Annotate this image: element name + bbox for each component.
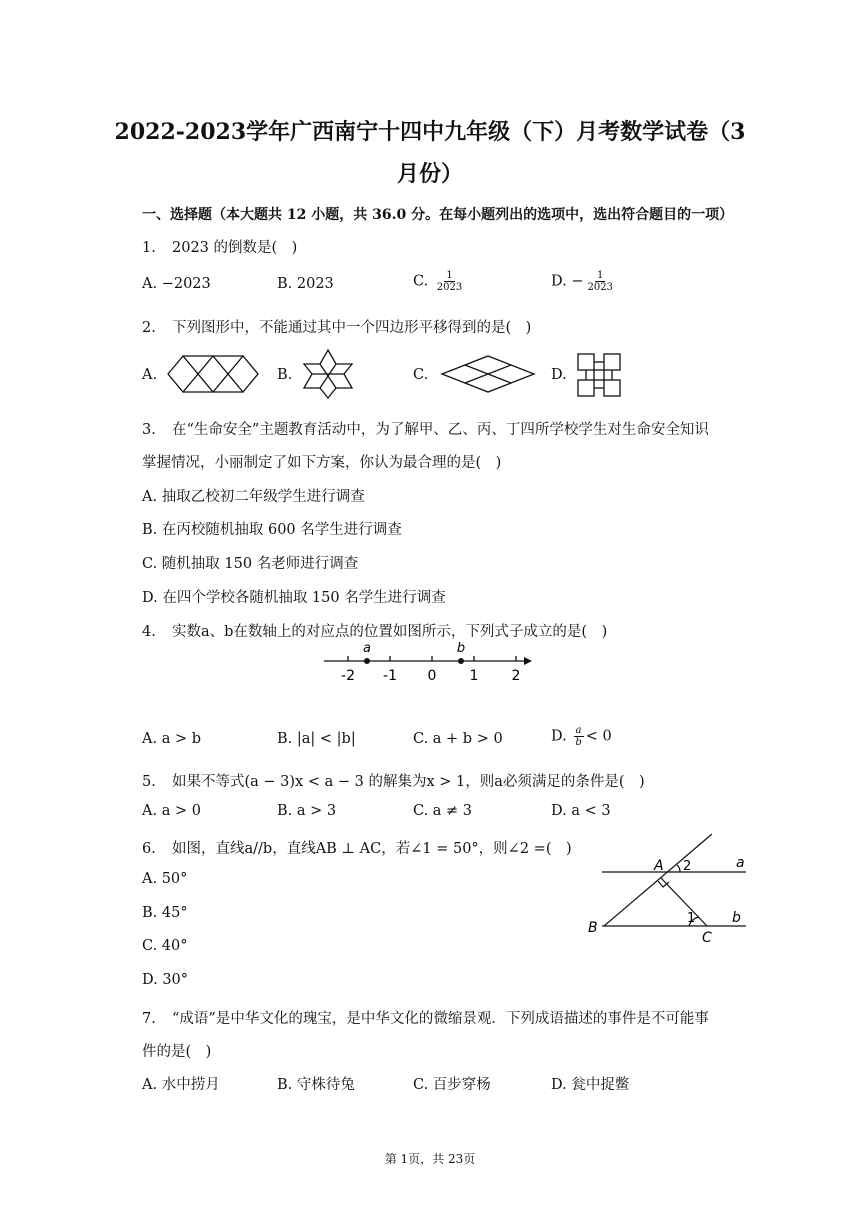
question-number: 2. <box>142 320 156 336</box>
fraction-numerator: 1 <box>597 270 604 281</box>
option-a: A. 50° <box>142 871 188 887</box>
tick-label: 2 <box>511 668 521 684</box>
right-angle-mark <box>658 881 669 887</box>
fraction-denominator: 2023 <box>436 282 463 293</box>
option-d: D. 在四个学校各随机抽取 150 名学生进行调查 <box>142 590 446 606</box>
question-7 <box>142 1007 709 1028</box>
line-label-a: a <box>736 855 745 871</box>
option-a: A. a > 0 <box>142 803 201 819</box>
point-label-A: A <box>654 858 664 874</box>
question-stem: 2023 的倒数是( ) <box>172 240 298 256</box>
option-b: B. 在丙校随机抽取 600 名学生进行调查 <box>142 522 402 538</box>
tick-label: 0 <box>427 668 437 684</box>
option-b: B. 45° <box>142 905 188 921</box>
question-number: 4. <box>142 624 156 640</box>
angle-label-1: 1 <box>687 911 696 926</box>
option-c: C. 随机抽取 150 名老师进行调查 <box>142 556 359 572</box>
question-1 <box>142 236 297 257</box>
fraction-denominator: b <box>575 737 582 748</box>
point-label-C: C <box>702 930 712 946</box>
question-2 <box>142 316 531 337</box>
option-a: A. 抽取乙校初二年级学生进行调查 <box>142 489 365 505</box>
option-label: D. <box>551 728 567 745</box>
option-c: C. <box>413 367 429 383</box>
fraction <box>585 270 614 293</box>
question-number: 1. <box>142 240 156 256</box>
question-number: 5. <box>142 774 156 790</box>
line-ac <box>661 878 707 926</box>
option-d: D. <box>551 367 567 383</box>
option-d: D. 30° <box>142 972 189 988</box>
option-c: C. 40° <box>142 938 188 954</box>
option-b: B. |a| < |b| <box>277 731 356 747</box>
question-6 <box>142 837 572 858</box>
point-a-label: a <box>363 641 371 656</box>
option-c: C. 百步穿杨 <box>413 1077 491 1093</box>
option-b: B. a > 3 <box>277 803 337 819</box>
line-ab <box>604 834 712 926</box>
question-stem-line1: 在“生命安全”主题教育活动中，为了解甲、乙、丙、丁四所学校学生对生命安全知识 <box>172 422 709 438</box>
parallel-lines-figure <box>582 832 752 948</box>
point-b-dot <box>458 658 464 664</box>
option-b: B. 2023 <box>277 276 334 292</box>
option-b: B. 守株待兔 <box>277 1077 355 1093</box>
question-stem: 实数a、b在数轴上的对应点的位置如图所示，下列式子成立的是( ) <box>172 624 608 640</box>
point-b-label: b <box>456 641 466 656</box>
option-c: C. a + b > 0 <box>413 731 503 747</box>
tick-label: 1 <box>469 668 479 684</box>
option-a: A. 水中捞月 <box>142 1077 220 1093</box>
point-label-B: B <box>588 920 598 936</box>
fraction <box>573 725 583 748</box>
option-d <box>551 725 612 748</box>
question-stem: 下列图形中，不能通过其中一个四边形平移得到的是( ) <box>172 320 532 336</box>
question-4 <box>142 620 607 641</box>
square-grid-figure <box>576 352 622 398</box>
question-number: 6. <box>142 841 156 857</box>
option-label: C. <box>413 273 429 290</box>
arrow-icon <box>524 657 532 665</box>
tick-label: -1 <box>383 668 397 684</box>
option-a: A. a > b <box>142 731 201 747</box>
fraction-numerator: a <box>575 725 582 736</box>
line-label-b: b <box>732 910 741 926</box>
question-stem: 如图，直线a//b，直线AB ⊥ AC，若∠1 = 50°，则∠2 =( ) <box>172 841 572 857</box>
option-label: D. − <box>551 273 584 290</box>
angle-label-2: 2 <box>683 859 692 874</box>
six-point-star-figure <box>300 348 356 400</box>
option-d: D. 瓮中捉鳖 <box>551 1077 630 1093</box>
fraction-numerator: 1 <box>446 270 453 281</box>
question-number: 7. <box>142 1011 156 1027</box>
option-tail: < 0 <box>585 728 612 745</box>
question-stem: 如果不等式(a − 3)x < a − 3 的解集为x > 1，则a必须满足的条件是( ) <box>172 774 645 790</box>
point-a-dot <box>364 658 370 664</box>
fraction <box>435 270 464 293</box>
section-heading: 一、选择题（本大题共 12 小题，共 36.0 分。在每小题列出的选项中，选出符合题目的一项） <box>142 207 734 223</box>
option-c <box>413 270 466 293</box>
option-d: D. a < 3 <box>551 803 611 819</box>
question-3 <box>142 418 709 439</box>
fraction-denominator: 2023 <box>587 282 613 293</box>
number-line-figure <box>318 640 538 686</box>
page-title-line2: 月份） <box>396 161 463 187</box>
page-title-line1: 2022-2023学年广西南宁十四中九年级（下）月考数学试卷（3 <box>114 119 746 145</box>
angle-2-arc <box>677 865 680 872</box>
option-b: B. <box>277 367 293 383</box>
option-c: C. a ≠ 3 <box>413 803 473 819</box>
question-stem-line1: “成语”是中华文化的瑰宝，是中华文化的微缩景观．下列成语描述的事件是不可能事 <box>172 1011 709 1027</box>
question-5 <box>142 770 645 791</box>
question-stem-line2: 掌握情况，小丽制定了如下方案，你认为最合理的是( ) <box>142 455 502 471</box>
diamond-chain-figure <box>166 354 262 394</box>
option-a: A. <box>142 367 158 383</box>
rhombus-figure <box>440 354 536 394</box>
question-stem-line2: 件的是( ) <box>142 1044 212 1060</box>
question-number: 3. <box>142 422 156 438</box>
option-d <box>551 270 617 293</box>
page-footer: 第 1页，共 23页 <box>384 1152 476 1166</box>
tick-label: -2 <box>341 668 355 684</box>
option-a: A. −2023 <box>142 276 211 292</box>
